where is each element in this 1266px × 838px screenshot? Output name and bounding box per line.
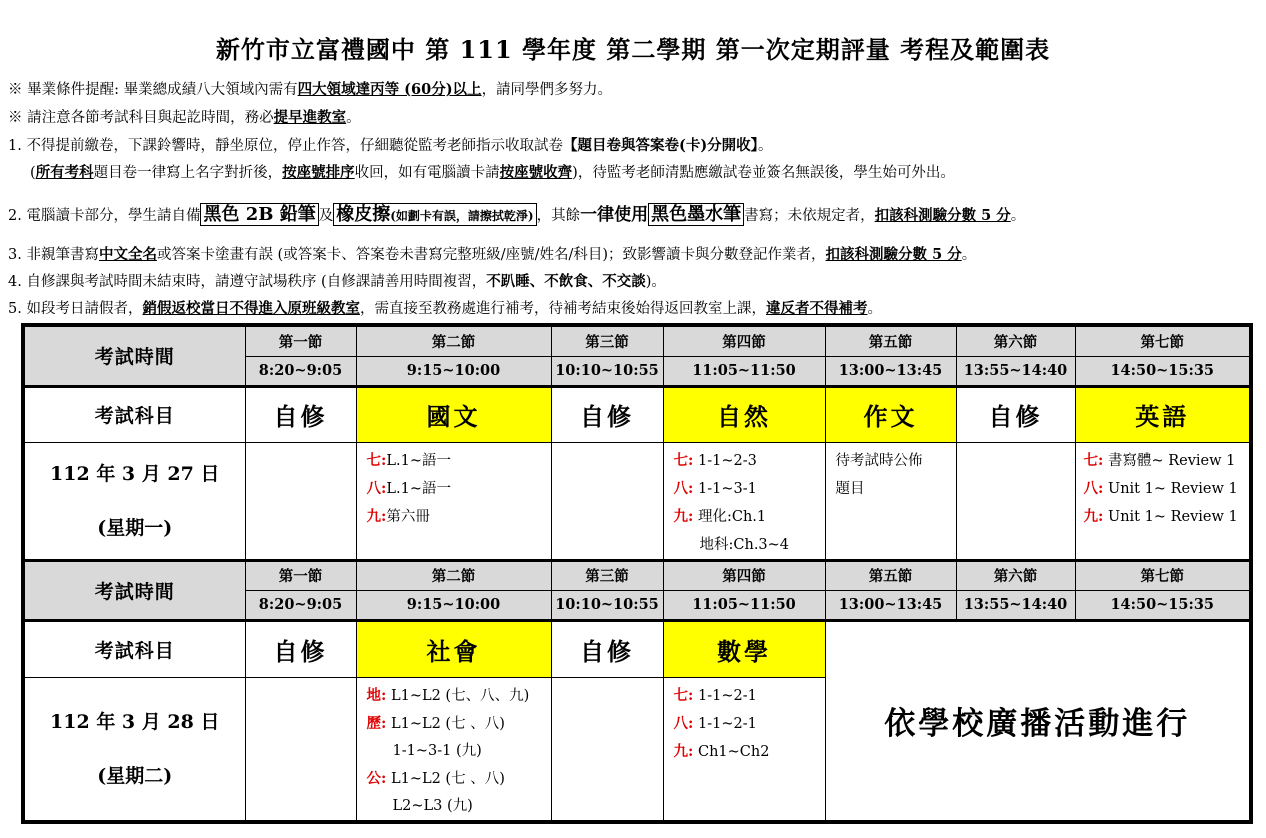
boxed-term-text: 橡皮擦 — [336, 204, 391, 225]
exam-subject-label: 考試科目 — [23, 620, 245, 677]
grade-label: 八: — [673, 479, 694, 497]
note-bold: 不趴睡、不飲食、不交談 — [486, 273, 646, 290]
time-5: 13:00~13:45 — [825, 590, 956, 620]
note-text: ，請同學們多努力。 — [481, 82, 613, 98]
note-underline: 中文全名 — [98, 246, 157, 263]
scope-english — [1075, 442, 1251, 560]
note-underline: 違反者不得補考 — [765, 300, 868, 317]
note-underline: 扣該科測驗分數 5 分 — [874, 207, 1011, 224]
scope-line — [674, 447, 817, 475]
time-4: 11:05~11:50 — [663, 356, 825, 386]
scope-line: 1-1~3-1 (九) — [392, 742, 482, 759]
exam-schedule-table — [21, 323, 1253, 824]
period-3: 第三節 — [551, 325, 663, 356]
day1-subject-row — [23, 386, 1251, 442]
grade-label: 七: — [673, 451, 694, 469]
note-text: ※ 請注意各節考試科目與起訖時間，務必 — [8, 110, 274, 126]
period-4: 第四節 — [663, 560, 825, 590]
empty-cell — [245, 442, 356, 560]
time-5: 13:00~13:45 — [825, 356, 956, 386]
scope-text: Ch1~Ch2 — [693, 743, 770, 760]
note-text: 2. 電腦讀卡部分，學生請自備 — [8, 208, 201, 224]
scope-text: 1-1~2-3 — [693, 452, 757, 469]
scope-line: L2~L3 (九) — [392, 797, 473, 814]
empty-cell — [245, 677, 356, 822]
grade-label: 公: — [366, 769, 387, 787]
period-5: 第五節 — [825, 560, 956, 590]
scope-text: 理化:Ch.1 — [693, 508, 767, 525]
scope-text: Unit 1~ Review 1 — [1103, 508, 1238, 525]
time-3: 10:10~10:55 — [551, 590, 663, 620]
exam-weekday: (星期二) — [97, 764, 173, 787]
grade-label: 九: — [673, 742, 694, 760]
note-text: 或答案卡塗畫有誤 (或答案卡、答案卷未書寫完整班級/座號/姓名/科目)；致影響讀卡與分數登記作業者， — [156, 247, 826, 263]
period-7: 第七節 — [1075, 325, 1251, 356]
period-7: 第七節 — [1075, 560, 1251, 590]
time-2: 9:15~10:00 — [356, 356, 551, 386]
scope-text: L1~L2 (七、八、九) — [386, 687, 530, 704]
period-2: 第二節 — [356, 325, 551, 356]
exam-time-label: 考試時間 — [23, 325, 245, 386]
scope-text: L1~L2 (七 、八) — [386, 715, 505, 732]
scope-line — [674, 682, 817, 710]
scope-line — [1084, 503, 1242, 531]
scope-science — [663, 442, 825, 560]
scope-text: L1~L2 (七 、八) — [386, 770, 505, 787]
period-5: 第五節 — [825, 325, 956, 356]
empty-cell — [956, 442, 1075, 560]
scope-line: 待考試時公佈 — [835, 452, 923, 469]
empty-cell — [551, 442, 663, 560]
scope-line — [367, 475, 543, 503]
subject-science: 自然 — [663, 386, 825, 442]
period-6: 第六節 — [956, 560, 1075, 590]
day2-date-cell — [23, 677, 245, 822]
time-6: 13:55~14:40 — [956, 356, 1075, 386]
subject-study: 自修 — [551, 620, 663, 677]
note-text: 。 — [757, 138, 773, 154]
scope-line — [674, 503, 817, 531]
grade-label: 九: — [1083, 507, 1104, 525]
subject-study: 自修 — [245, 386, 356, 442]
note-text: 1. 不得提前繳卷，下課鈴響時，靜坐原位，停止作答，仔細聽從監考老師指示收取試卷 — [8, 138, 563, 154]
subject-social: 社會 — [356, 620, 551, 677]
note-underline: 銷假返校當日不得進入原班級教室 — [142, 300, 360, 317]
scope-text: Unit 1~ Review 1 — [1103, 480, 1238, 497]
scope-chinese — [356, 442, 551, 560]
scope-line — [674, 475, 817, 503]
note-bold: 一律使用 — [580, 205, 649, 225]
note-underline: 所有考科 — [35, 164, 94, 181]
subject-math: 數學 — [663, 620, 825, 677]
scope-line: 題目 — [835, 480, 865, 497]
note-underline: 按座號排序 — [282, 164, 355, 181]
subject-study: 自修 — [551, 386, 663, 442]
time-2: 9:15~10:00 — [356, 590, 551, 620]
note-graduation — [8, 78, 612, 99]
time-1: 8:20~9:05 — [245, 590, 356, 620]
note-rule-5 — [8, 297, 882, 318]
subject-essay: 作文 — [825, 386, 956, 442]
day2-subject-row — [23, 620, 1251, 677]
scope-text: 第六冊 — [386, 508, 430, 525]
note-underline: 四大領域達丙等 (60分)以上 — [297, 81, 482, 98]
grade-label: 地: — [366, 686, 387, 704]
time-1: 8:20~9:05 — [245, 356, 356, 386]
note-rule-1-cont — [30, 161, 955, 182]
scope-text: 1-1~3-1 — [693, 480, 757, 497]
note-arrive-early — [8, 106, 361, 127]
note-underline: 按座號收齊 — [499, 164, 573, 181]
exam-weekday: (星期一) — [97, 516, 173, 539]
note-text: ，需直接至教務處進行補考，待補考結束後始得返回教室上課， — [359, 301, 766, 317]
grade-label: 八: — [673, 714, 694, 732]
grade-label: 八: — [366, 479, 387, 497]
note-text: 。 — [1010, 208, 1026, 224]
subject-study: 自修 — [956, 386, 1075, 442]
note-underline: 扣該科測驗分數 5 分 — [825, 246, 962, 263]
scope-essay — [825, 442, 956, 560]
scope-line — [674, 710, 817, 738]
boxed-term — [333, 203, 536, 226]
note-text: 。 — [346, 110, 361, 126]
note-text: 4. 自修課與考試時間未結束時，請遵守試場秩序 (自修課請善用時間複習， — [8, 274, 487, 290]
broadcast-notice: 依學校廣播活動進行 — [825, 620, 1251, 822]
scope-text: 1-1~2-1 — [693, 687, 757, 704]
exam-time-label: 考試時間 — [23, 560, 245, 620]
note-text: ( — [30, 165, 36, 181]
scope-line — [367, 682, 543, 710]
note-text: )，待監考老師清點應繳試卷並簽名無誤後，學生始可外出。 — [572, 165, 955, 181]
boxed-term-small: (如劃卡有誤，請擦拭乾淨) — [390, 209, 534, 223]
scope-line: 地科:Ch.3~4 — [699, 536, 790, 553]
scope-text: 1-1~2-1 — [693, 715, 757, 732]
day1-period-row — [23, 325, 1251, 356]
boxed-term: 黑色 2B 鉛筆 — [200, 203, 318, 226]
scope-text: 書寫體~ Review 1 — [1103, 452, 1236, 469]
subject-english: 英語 — [1075, 386, 1251, 442]
day1-date-cell — [23, 442, 245, 560]
scope-line — [367, 710, 543, 738]
note-text: ※ 畢業條件提醒: 畢業總成績八大領域內需有 — [8, 82, 298, 98]
note-text: )。 — [645, 274, 666, 290]
empty-cell — [551, 677, 663, 822]
period-1: 第一節 — [245, 325, 356, 356]
subject-study: 自修 — [245, 620, 356, 677]
note-text: 。 — [961, 247, 977, 263]
grade-label: 七: — [673, 686, 694, 704]
note-text: 書寫；未依規定者， — [744, 208, 875, 224]
grade-label: 七: — [1083, 451, 1104, 469]
grade-label: 七: — [366, 451, 387, 469]
exam-subject-label: 考試科目 — [23, 386, 245, 442]
scope-math — [663, 677, 825, 822]
scope-line — [367, 447, 543, 475]
note-rule-2 — [8, 200, 1025, 226]
grade-label: 九: — [673, 507, 694, 525]
period-6: 第六節 — [956, 325, 1075, 356]
page-title: 新竹市立富禮國中 第 111 學年度 第二學期 第一次定期評量 考程及範圍表 — [215, 35, 1051, 64]
scope-social — [356, 677, 551, 822]
day1-scope-row — [23, 442, 1251, 560]
note-rule-1 — [8, 134, 772, 155]
period-2: 第二節 — [356, 560, 551, 590]
time-7: 14:50~15:35 — [1075, 590, 1251, 620]
grade-label: 歷: — [366, 714, 387, 732]
scope-line — [367, 765, 543, 793]
subject-chinese: 國文 — [356, 386, 551, 442]
note-underline: 提早進教室 — [273, 109, 347, 126]
exam-date: 112 年 3 月 27 日 — [50, 462, 220, 485]
time-6: 13:55~14:40 — [956, 590, 1075, 620]
time-7: 14:50~15:35 — [1075, 356, 1251, 386]
note-text: 及 — [318, 208, 334, 224]
scope-line — [1084, 447, 1242, 475]
period-1: 第一節 — [245, 560, 356, 590]
day2-period-row — [23, 560, 1251, 590]
time-4: 11:05~11:50 — [663, 590, 825, 620]
note-text: 。 — [867, 301, 882, 317]
boxed-term: 黑色墨水筆 — [648, 203, 744, 226]
note-rule-3 — [8, 243, 976, 264]
note-text: 收回，如有電腦讀卡請 — [354, 165, 500, 181]
grade-label: 九: — [366, 507, 387, 525]
scope-text: L.1~語一 — [386, 452, 451, 469]
note-bold: 【題目卷與答案卷(卡)分開收】 — [562, 137, 758, 154]
period-4: 第四節 — [663, 325, 825, 356]
note-text: ，其餘 — [536, 208, 581, 224]
grade-label: 八: — [1083, 479, 1104, 497]
scope-line — [674, 738, 817, 766]
note-text: 5. 如段考日請假者， — [8, 301, 143, 317]
scope-line — [367, 503, 543, 531]
period-3: 第三節 — [551, 560, 663, 590]
scope-line — [1084, 475, 1242, 503]
note-rule-4 — [8, 270, 666, 291]
note-text: 3. 非親筆書寫 — [8, 247, 99, 263]
scope-text: L.1~語一 — [386, 480, 451, 497]
time-3: 10:10~10:55 — [551, 356, 663, 386]
note-text: 題目卷一律寫上名字對折後， — [93, 165, 283, 181]
exam-date: 112 年 3 月 28 日 — [50, 710, 220, 733]
